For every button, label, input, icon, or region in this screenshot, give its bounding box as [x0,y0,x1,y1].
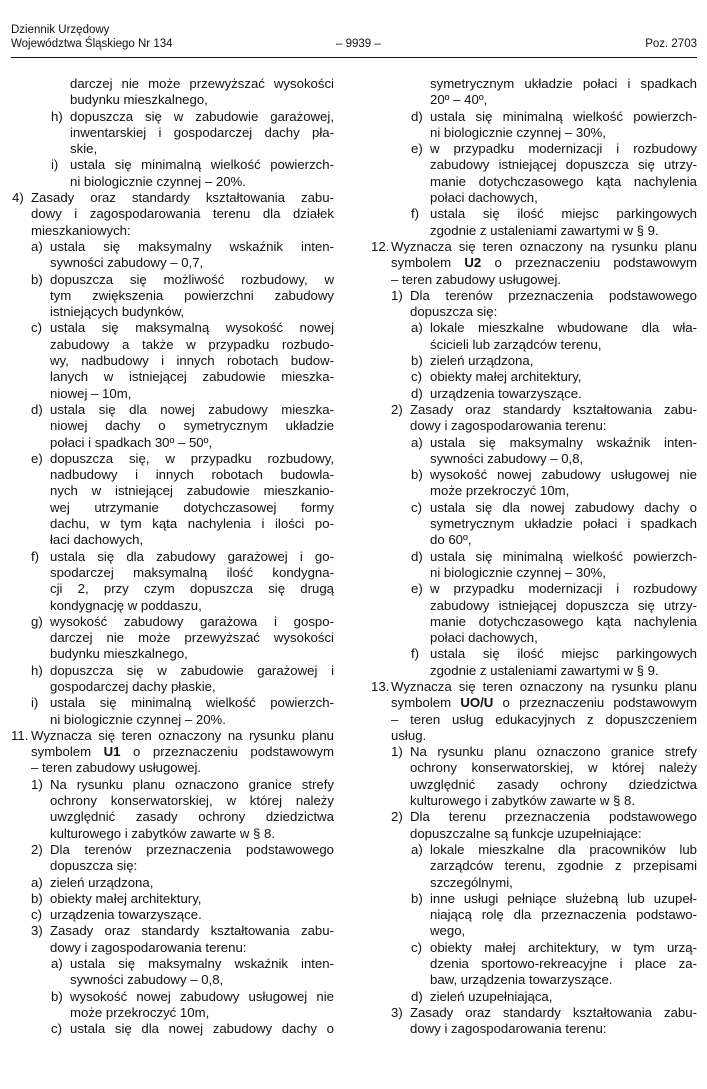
paragraph-text: ustala się dla nowej zabudowy mieszka- [50,401,334,417]
paragraph-text: ni biologicznie czynnej – 20%. [70,173,246,189]
paragraph-text: ochrony konserwatorskiej, w której należy [50,793,334,809]
paragraph-text: łaci dachowych, [50,532,144,548]
list-marker: g) [31,613,43,629]
paragraph-text: Zasady oraz standardy kształtowania zabu- [50,923,334,939]
text-line [11,109,334,125]
text-line [371,1005,697,1021]
text-line [371,549,697,565]
text-line [11,728,334,744]
list-marker: c) [411,369,422,385]
text-line [11,516,334,532]
text-line [11,76,334,92]
text-line [371,923,697,939]
text-line [371,695,697,711]
text-line [371,435,697,451]
text-line [11,630,334,646]
paragraph-text: manie dotychczasowego kąta nachylenia [430,173,697,189]
paragraph-text: w przypadku modernizacji i rozbudowy [430,141,697,157]
text-line [371,793,697,809]
paragraph-text: dowy i zagospodarowania terenu: [50,939,247,955]
paragraph-text: szczególnymi, [430,874,513,890]
right-column [371,76,697,1038]
text-line [371,646,697,662]
paragraph-text: dopuszcza się: [50,858,138,874]
paragraph-text: kulturowego i zabytków zawarte w § 8. [50,825,276,841]
paragraph-text: budynku mieszkalnego, [70,92,208,108]
text-line [371,141,697,157]
paragraph-text: dopuszcza się w zabudowie garażowej i [50,662,334,678]
paragraph-text: nadbudowy i innych robotach budowla- [50,467,334,483]
text-line [11,239,334,255]
text-line [371,418,697,434]
list-marker: b) [411,890,423,906]
paragraph-text: dopuszczalne są funkcje uzupełniające: [410,825,642,841]
list-marker: c) [411,499,422,515]
text-line [371,500,697,516]
paragraph-text: wy, nadbudowy i innych robotach budow- [50,353,334,369]
paragraph-text: zieleń urządzona, [430,353,534,369]
text-line [371,956,697,972]
paragraph-text: sywności zabudowy – 0,8, [430,450,584,466]
paragraph-text: dopuszcza się możliwość rozbudowy, w [50,271,334,287]
paragraph-text: gospodarczej dachy płaskie, [50,678,216,694]
text-line [11,1021,334,1037]
text-line [371,92,697,108]
text-line [11,174,334,190]
paragraph-text: Dla terenów przeznaczenia podstawowego [410,287,697,303]
text-line [371,451,697,467]
text-line [11,663,334,679]
paragraph-text: – teren usług edukacyjnych z dopuszczeniem [391,711,697,727]
text-line [11,206,334,222]
paragraph-text: dowy i zagospodarowania terenu dla działek [31,206,334,222]
text-line [11,223,334,239]
paragraph-text: obiekty małej architektury, [430,369,582,385]
paragraph-text: dopuszcza się, w przypadku rozbudowy, [50,450,334,466]
text-line [11,288,334,304]
paragraph-text: zabudowy a także w przypadku rozbudo- [50,336,334,352]
paragraph-text: zgodnie z ustaleniami zawartymi w § 9. [430,222,659,238]
list-marker: 13. [371,678,390,694]
text-line [371,206,697,222]
paragraph-text: tym zwiększenia powierzchni zabudowy [50,287,334,303]
list-marker: c) [31,320,42,336]
paragraph-text: istniejących budynków, [50,304,185,320]
paragraph-text: wysokość zabudowy garażowa i gospo- [50,613,334,629]
text-line [11,532,334,548]
paragraph-text: do 60º, [430,532,472,548]
text-line [11,875,334,891]
text-line [371,777,697,793]
text-line [371,875,697,891]
journal-title-line1: Dziennik Urzędowy [11,24,110,36]
paragraph-text: Wyznacza się teren oznaczony na rysunku planu [391,678,697,694]
paragraph-text: Zasady oraz standardy kształtowania zabu- [410,401,697,417]
text-line [371,842,697,858]
list-marker: 2) [391,809,403,825]
text-line [11,483,334,499]
paragraph-text: ustala się dla nowej zabudowy dachy o [430,499,697,515]
paragraph-text: budynku mieszkalnego, [50,646,188,662]
list-marker: 4) [12,190,24,206]
text-line [371,728,697,744]
text-line [371,402,697,418]
paragraph-text: w przypadku modernizacji i rozbudowy [430,581,697,597]
list-marker: a) [411,434,423,450]
list-marker: 3) [31,923,43,939]
text-line [371,386,697,402]
header-divider [11,57,697,58]
list-marker: d) [411,988,423,1004]
page-number: – 9939 – [336,38,381,50]
paragraph-text: Zasady oraz standardy kształtowania zabu- [31,190,334,206]
text-line [371,679,697,695]
paragraph-text: skie, [70,141,98,157]
text-line [11,679,334,695]
paragraph-text: ustala się minimalną wielkość powierzch- [50,695,334,711]
paragraph-text: zieleń urządzona, [50,874,154,890]
text-line [371,532,697,548]
text-line [371,353,697,369]
text-line [11,777,334,793]
paragraph-text: baw, urządzenia towarzyszące. [430,972,613,988]
text-line [371,125,697,141]
text-line [11,125,334,141]
journal-title [11,23,173,51]
text-line [371,858,697,874]
text-line [371,972,697,988]
text-line [371,598,697,614]
list-marker: f) [411,646,420,662]
list-marker: 2) [391,401,403,417]
paragraph-text: lanych w istniejącej zabudowie mieszka- [50,369,334,385]
paragraph-text: ustala się maksymalny wskaźnik inten- [50,238,334,254]
paragraph-text: zabudowy istniejącej dopuszcza się utrzy- [430,157,697,173]
text-line [11,157,334,173]
text-line [371,809,697,825]
paragraph-text: niowej – 10m, [50,385,132,401]
paragraph-text: ustala się minimalną wielkość powierzch- [430,548,697,564]
paragraph-text: Dla terenu przeznaczenia podstawowego [410,809,697,825]
text-line [11,907,334,923]
paragraph-text: symbolem U2 o przeznaczeniu podstawowym [391,255,697,271]
list-marker: i) [31,695,39,711]
text-line [11,695,334,711]
text-line [371,272,697,288]
list-marker: 1) [391,287,403,303]
text-line [371,907,697,923]
paragraph-text: Na rysunku planu oznaczono granice strefy [50,776,334,792]
list-marker: b) [411,467,423,483]
list-marker: 11. [11,727,29,743]
text-line [371,174,697,190]
text-line [371,760,697,776]
text-line [11,435,334,451]
paragraph-text: ustala się minimalną wielkość powierzch- [70,157,334,173]
text-line [11,451,334,467]
paragraph-text: lokale mieszkalne wbudowane dla wła- [430,320,697,336]
paragraph-text: połaci dachowych, [430,190,538,206]
list-marker: b) [31,271,43,287]
text-line [11,92,334,108]
text-line [11,1005,334,1021]
text-line [11,744,334,760]
paragraph-text: wej utrzymanie dotychczasowej formy [50,499,334,515]
text-line [371,989,697,1005]
paragraph-text: symetrycznym układzie połaci i spadkach [430,516,697,532]
list-marker: a) [411,841,423,857]
paragraph-text: Dla terenów przeznaczenia podstawowego [50,841,334,857]
paragraph-text: sywności zabudowy – 0,8, [70,972,224,988]
list-marker: c) [411,939,422,955]
paragraph-text: lokale mieszkalne dla pracowników lub [430,841,697,857]
text-line [11,598,334,614]
paragraph-text: – teren zabudowy usługowej. [391,271,562,287]
text-line [11,614,334,630]
paragraph-text: Wyznacza się teren oznaczony na rysunku planu [391,238,697,254]
text-line [11,190,334,206]
list-marker: 3) [391,1004,403,1020]
paragraph-text: dowy i zagospodarowania terenu: [410,1021,607,1037]
list-marker: 12. [371,238,390,254]
text-line [11,989,334,1005]
paragraph-text: wysokość nowej zabudowy usługowej nie [70,988,334,1004]
paragraph-text: ustala się maksymalny wskaźnik inten- [70,956,334,972]
list-marker: a) [411,320,423,336]
text-line [371,109,697,125]
text-line [11,809,334,825]
paragraph-text: dzenia sportowo-rekreacyjne i place za- [430,956,697,972]
text-line [371,663,697,679]
text-line [11,712,334,728]
list-marker: d) [31,401,43,417]
text-line [371,223,697,239]
paragraph-text: sywności zabudowy – 0,7, [50,255,204,271]
paragraph-text: urządzenia towarzyszące. [50,907,202,923]
text-line [371,337,697,353]
text-line [371,288,697,304]
paragraph-text: dopuszcza się w zabudowie garażowej, [70,108,334,124]
paragraph-text: ustala się maksymalny wskaźnik inten- [430,434,697,450]
list-marker: e) [411,141,423,157]
paragraph-text: Wyznacza się teren oznaczony na rysunku planu [31,727,334,743]
text-line [11,418,334,434]
paragraph-text: ochrony konserwatorskiej, w której należy [410,760,697,776]
list-marker: c) [31,907,42,923]
paragraph-text: symetrycznym układzie połaci i spadkach [430,76,697,91]
paragraph-text: zabudowy istniejącej dopuszcza się utrzy- [430,597,697,613]
text-line [371,483,697,499]
paragraph-text: zgodnie z ustaleniami zawartymi w § 9. [430,662,659,678]
paragraph-text: symbolem U1 o przeznaczeniu podstawowym [31,744,334,760]
list-marker: f) [31,548,40,564]
text-line [11,565,334,581]
paragraph-text: spodarczej maksymalną ilość kondygna- [50,564,334,580]
list-marker: e) [31,450,43,466]
text-line [371,891,697,907]
paragraph-text: zieleń uzupełniająca, [430,988,553,1004]
paragraph-text: kulturowego i zabytków zawarte w § 8. [410,793,636,809]
text-line [11,386,334,402]
text-line [11,940,334,956]
paragraph-text: ni biologicznie czynnej – 30%, [430,124,606,140]
text-line [371,255,697,271]
text-line [11,272,334,288]
text-line [371,304,697,320]
paragraph-text: cji 2, przy czym dopuszcza się drugą [50,581,334,597]
text-line [11,402,334,418]
list-marker: b) [411,353,423,369]
paragraph-text: darczej nie może przewyższać wysokości [50,630,334,646]
paragraph-text: połaci dachowych, [430,630,538,646]
paragraph-text: dopuszcza się: [410,304,498,320]
paragraph-text: dowy i zagospodarowania terenu: [410,418,607,434]
text-line [371,744,697,760]
text-line [11,467,334,483]
list-marker: 2) [31,841,43,857]
text-line [11,141,334,157]
paragraph-text: symbolem UO/U o przeznaczeniu podstawowym [391,695,697,711]
paragraph-text: zarządców terenu, zgodnie z przepisami [430,858,697,874]
paragraph-text: obiekty małej architektury, w tym urzą- [430,939,697,955]
text-line [11,891,334,907]
paragraph-text: ni biologicznie czynnej – 20%. [50,711,226,727]
text-line [371,630,697,646]
list-marker: d) [411,385,423,401]
list-marker: f) [411,206,420,222]
journal-title-line2: Województwa Śląskiego Nr 134 [11,38,173,50]
paragraph-text: kondygnację w poddaszu, [50,597,202,613]
text-line [371,826,697,842]
paragraph-text: 20º – 40º, [430,92,488,108]
text-line [11,320,334,336]
list-marker: 1) [391,744,403,760]
text-line [11,581,334,597]
text-line [371,320,697,336]
paragraph-text: obiekty małej architektury, [50,890,202,906]
list-marker: b) [51,988,63,1004]
list-marker: 1) [31,776,43,792]
paragraph-text: inwentarskiej i gospodarczej dachy pła- [70,124,334,140]
text-line [11,500,334,516]
text-line [11,923,334,939]
paragraph-text: ustala się ilość miejsc parkingowych [430,646,697,662]
text-line [371,157,697,173]
paragraph-text: manie dotychczasowego kąta nachylenia [430,613,697,629]
paragraph-text: ustala się maksymalną wysokość nowej [50,320,334,336]
text-line [11,956,334,972]
paragraph-text: wego, [430,923,466,939]
paragraph-text: urządzenia towarzyszące. [430,385,582,401]
text-line [11,760,334,776]
text-line [371,516,697,532]
paragraph-text: – teren zabudowy usługowej. [31,760,202,776]
text-line [371,76,697,92]
paragraph-text: dachu, w tym kąta nachylenia i ilości po- [50,516,334,532]
paragraph-text: ścicieli lub zarządców terenu, [430,336,602,352]
text-line [371,239,697,255]
paragraph-text: połaci i spadkach 30º – 50º, [50,434,213,450]
paragraph-text: darczej nie może przewyższać wysokości [70,76,334,91]
paragraph-text: inne usługi pełniące służebną lub uzupeł- [430,890,697,906]
list-marker: a) [31,238,43,254]
position-number: Poz. 2703 [645,38,697,50]
paragraph-text: uwzględnić zasady ochrony dziedzictwa [410,776,697,792]
paragraph-text: Zasady oraz standardy kształtowania zabu- [410,1004,697,1020]
paragraph-text: wysokość nowej zabudowy usługowej nie [430,467,697,483]
list-marker: c) [51,1021,62,1037]
text-line [371,1021,697,1037]
paragraph-text: Na rysunku planu oznaczono granice strefy [410,744,697,760]
list-marker: a) [31,874,43,890]
paragraph-text: niającą rolę dla przeznaczenia podstawo- [430,907,697,923]
paragraph-text: może przekroczyć 10m, [70,1004,210,1020]
paragraph-text: usług. [391,727,427,743]
paragraph-text: ustala się dla zabudowy garażowej i go- [50,548,334,564]
paragraph-text: uwzględnić zasady ochrony dziedzictwa [50,809,334,825]
text-line [371,190,697,206]
text-line [371,369,697,385]
left-column [11,76,334,1038]
paragraph-text: ustala się dla nowej zabudowy dachy o [70,1021,334,1037]
text-line [11,858,334,874]
list-marker: b) [31,890,43,906]
list-marker: d) [411,108,423,124]
paragraph-text: mieszkaniowych: [31,222,131,238]
text-line [11,304,334,320]
text-line [371,565,697,581]
text-line [11,793,334,809]
paragraph-text: nych w istniejącej zabudowie mieszkanio- [50,483,334,499]
text-line [11,972,334,988]
paragraph-text: ni biologicznie czynnej – 30%, [430,564,606,580]
text-line [371,581,697,597]
paragraph-text: może przekroczyć 10m, [430,483,570,499]
text-line [11,369,334,385]
text-line [371,940,697,956]
list-marker: d) [411,548,423,564]
paragraph-text: ustala się minimalną wielkość powierzch- [430,108,697,124]
text-line [11,646,334,662]
text-line [11,549,334,565]
list-marker: e) [411,581,423,597]
list-marker: i) [51,157,59,173]
text-line [371,467,697,483]
text-line [11,353,334,369]
list-marker: a) [51,956,63,972]
text-line [11,337,334,353]
text-line [11,255,334,271]
text-line [371,712,697,728]
text-line [11,826,334,842]
list-marker: h) [51,108,63,124]
paragraph-text: niowej dachy o symetrycznym układzie [50,418,334,434]
text-line [371,614,697,630]
page-header [11,23,697,57]
paragraph-text: ustala się ilość miejsc parkingowych [430,206,697,222]
list-marker: h) [31,662,43,678]
text-line [11,842,334,858]
